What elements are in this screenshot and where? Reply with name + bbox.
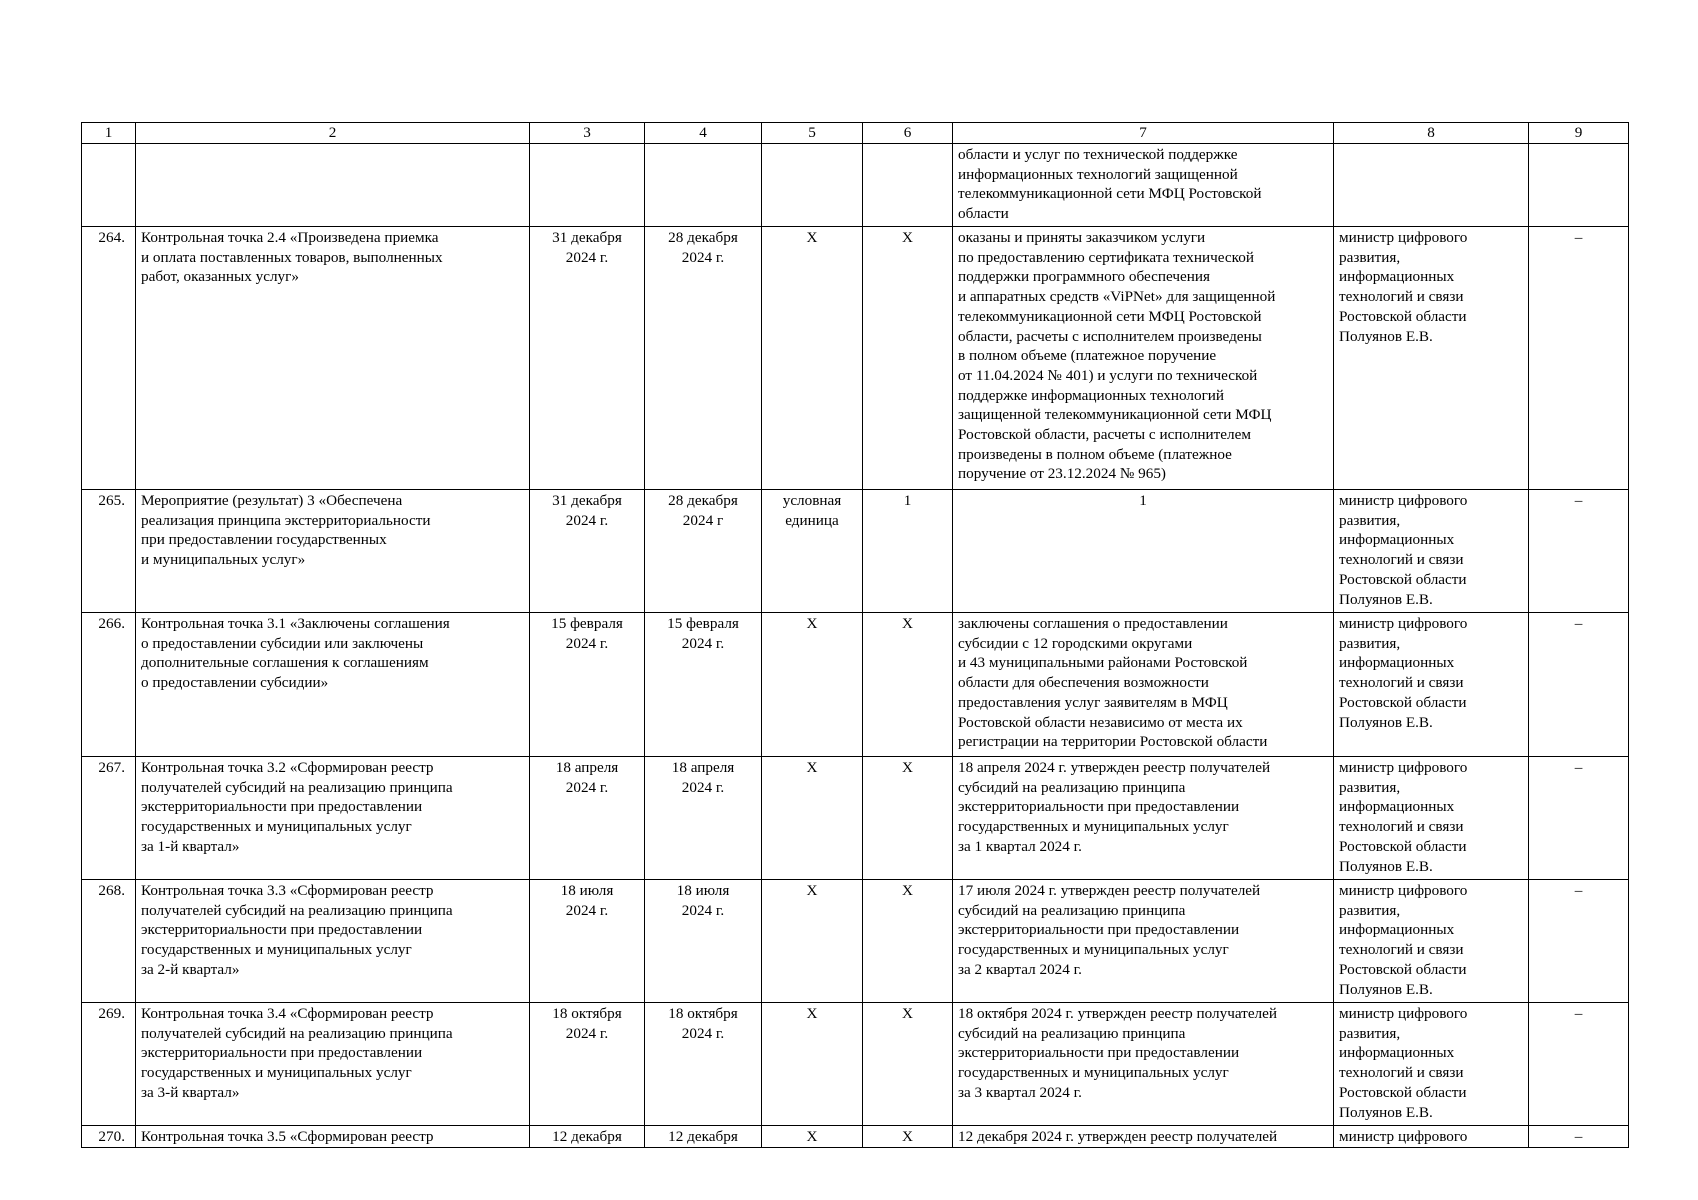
event-name: Контрольная точка 3.2 «Сформирован реестр получателей субсидий на реализацию принципа экстерриториальности при предоставлении государственных и муниципальных услуг за 1-й квартал»	[136, 757, 530, 880]
header-cell: 2	[136, 123, 530, 144]
plan-date: 31 декабря 2024 г.	[530, 227, 645, 490]
plan-value: Х	[863, 613, 953, 757]
unit: Х	[762, 227, 863, 490]
plan-value: Х	[863, 1003, 953, 1126]
row-number: 266.	[82, 613, 136, 757]
event-name: Контрольная точка 3.3 «Сформирован реестр получателей субсидий на реализацию принципа экстерриториальности при предоставлении государственных и муниципальных услуг за 2-й квартал»	[136, 880, 530, 1003]
note: –	[1529, 613, 1629, 757]
responsible: министр цифрового развития, информационных технологий и связи Ростовской области Полуянов Е.В.	[1334, 757, 1529, 880]
note: –	[1529, 757, 1629, 880]
plan-value: Х	[863, 880, 953, 1003]
fact-date: 15 февраля 2024 г.	[645, 613, 762, 757]
table-body	[82, 144, 1629, 1148]
table-row	[82, 880, 1629, 1003]
header-row	[82, 123, 1629, 144]
unit: условная единица	[762, 490, 863, 613]
table-row	[82, 144, 1629, 227]
event-name: Контрольная точка 3.4 «Сформирован реестр получателей субсидий на реализацию принципа экстерриториальности при предоставлении государственных и муниципальных услуг за 3-й квартал»	[136, 1003, 530, 1126]
note: –	[1529, 227, 1629, 490]
note: –	[1529, 1003, 1629, 1126]
row-number: 265.	[82, 490, 136, 613]
row-number: 267.	[82, 757, 136, 880]
row-number: 269.	[82, 1003, 136, 1126]
header-cell: 4	[645, 123, 762, 144]
plan-value	[863, 144, 953, 227]
table-row	[82, 490, 1629, 613]
unit: Х	[762, 757, 863, 880]
fact-date	[645, 144, 762, 227]
header-cell: 9	[1529, 123, 1629, 144]
header-cell: 1	[82, 123, 136, 144]
note: –	[1529, 880, 1629, 1003]
plan-date	[530, 144, 645, 227]
header-cell: 8	[1334, 123, 1529, 144]
table-header	[82, 123, 1629, 144]
row-number: 268.	[82, 880, 136, 1003]
fact-date: 28 декабря 2024 г	[645, 490, 762, 613]
plan-date: 18 июля 2024 г.	[530, 880, 645, 1003]
fact-date: 18 июля 2024 г.	[645, 880, 762, 1003]
fact-date: 18 октября 2024 г.	[645, 1003, 762, 1126]
plan-date: 15 февраля 2024 г.	[530, 613, 645, 757]
note	[1529, 144, 1629, 227]
responsible: министр цифрового	[1334, 1126, 1529, 1148]
responsible: министр цифрового развития, информационных технологий и связи Ростовской области Полуянов Е.В.	[1334, 880, 1529, 1003]
fact-date: 12 декабря	[645, 1126, 762, 1148]
responsible: министр цифрового развития, информационных технологий и связи Ростовской области Полуянов Е.В.	[1334, 1003, 1529, 1126]
event-name: Мероприятие (результат) 3 «Обеспечена реализация принципа экстерриториальности при предоставлении государственных и муниципальных услуг»	[136, 490, 530, 613]
header-cell: 7	[953, 123, 1334, 144]
table-row	[82, 613, 1629, 757]
note: –	[1529, 490, 1629, 613]
fact-date: 28 декабря 2024 г.	[645, 227, 762, 490]
header-cell: 6	[863, 123, 953, 144]
status-text: 18 октября 2024 г. утвержден реестр получателей субсидий на реализацию принципа экстерриториальности при предоставлении государственных и муниципальных услуг за 3 квартал 2024 г.	[953, 1003, 1334, 1126]
unit: Х	[762, 1126, 863, 1148]
status-text: оказаны и приняты заказчиком услуги по предоставлению сертификата технической поддержки программного обеспечения и аппаратных средств «ViPNet» для защищенной телекоммуникационной сети МФЦ Ростовской области, расчеты с исполнителем произведены в полном объеме (платежное поручение от 11.04.2024 № 401) и услуги по технической поддержке информационных технологий защищенной телекоммуникационной сети МФЦ Ростовской области, расчеты с исполнителем произведены в полном объеме (платежное поручение от 23.12.2024 № 965)	[953, 227, 1334, 490]
table-row	[82, 227, 1629, 490]
responsible: министр цифрового развития, информационных технологий и связи Ростовской области Полуянов Е.В.	[1334, 490, 1529, 613]
table-row	[82, 1126, 1629, 1148]
row-number: 264.	[82, 227, 136, 490]
plan-date: 31 декабря 2024 г.	[530, 490, 645, 613]
status-text: области и услуг по технической поддержке информационных технологий защищенной телекоммуникационной сети МФЦ Ростовской области	[953, 144, 1334, 227]
plan-date: 18 октября 2024 г.	[530, 1003, 645, 1126]
plan-date: 18 апреля 2024 г.	[530, 757, 645, 880]
table-row	[82, 757, 1629, 880]
status-text: 18 апреля 2024 г. утвержден реестр получателей субсидий на реализацию принципа экстерриториальности при предоставлении государственных и муниципальных услуг за 1 квартал 2024 г.	[953, 757, 1334, 880]
event-name	[136, 144, 530, 227]
header-cell: 3	[530, 123, 645, 144]
header-cell: 5	[762, 123, 863, 144]
responsible: министр цифрового развития, информационных технологий и связи Ростовской области Полуянов Е.В.	[1334, 227, 1529, 490]
event-name: Контрольная точка 2.4 «Произведена приемка и оплата поставленных товаров, выполненных работ, оказанных услуг»	[136, 227, 530, 490]
unit	[762, 144, 863, 227]
plan-date: 12 декабря	[530, 1126, 645, 1148]
row-number	[82, 144, 136, 227]
plan-value: Х	[863, 1126, 953, 1148]
status-text: заключены соглашения о предоставлении субсидии с 12 городскими округами и 43 муниципальными районами Ростовской области для обеспечения возможности предоставления услуг заявителям в МФЦ Ростовской области независимо от места их регистрации на территории Ростовской области	[953, 613, 1334, 757]
event-name: Контрольная точка 3.5 «Сформирован реестр	[136, 1126, 530, 1148]
status-text: 12 декабря 2024 г. утвержден реестр получателей	[953, 1126, 1334, 1148]
plan-value: Х	[863, 757, 953, 880]
row-number: 270.	[82, 1126, 136, 1148]
plan-value: 1	[863, 490, 953, 613]
status-text: 1	[953, 490, 1334, 613]
event-name: Контрольная точка 3.1 «Заключены соглашения о предоставлении субсидии или заключены дополнительные соглашения к соглашениям о предоставлении субсидии»	[136, 613, 530, 757]
report-table	[81, 122, 1629, 1148]
unit: Х	[762, 1003, 863, 1126]
responsible	[1334, 144, 1529, 227]
unit: Х	[762, 880, 863, 1003]
note: –	[1529, 1126, 1629, 1148]
status-text: 17 июля 2024 г. утвержден реестр получателей субсидий на реализацию принципа экстерриториальности при предоставлении государственных и муниципальных услуг за 2 квартал 2024 г.	[953, 880, 1334, 1003]
fact-date: 18 апреля 2024 г.	[645, 757, 762, 880]
table-row	[82, 1003, 1629, 1126]
responsible: министр цифрового развития, информационных технологий и связи Ростовской области Полуянов Е.В.	[1334, 613, 1529, 757]
unit: Х	[762, 613, 863, 757]
plan-value: Х	[863, 227, 953, 490]
